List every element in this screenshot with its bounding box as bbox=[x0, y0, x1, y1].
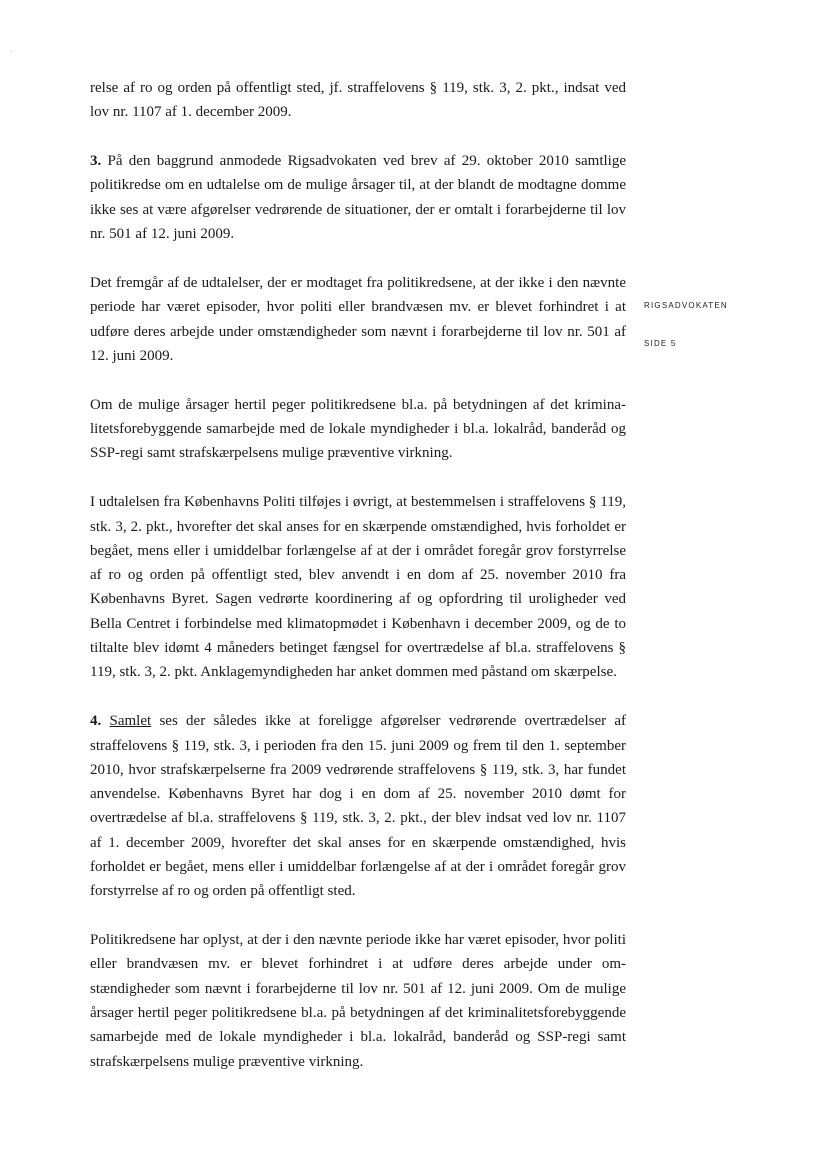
paragraph-copenhagen-police bbox=[90, 490, 626, 684]
paragraph-conclusion bbox=[90, 928, 626, 1074]
section-number: 3. bbox=[90, 153, 102, 170]
sidebar-page-number: SIDE 5 bbox=[644, 339, 677, 348]
paragraph-text: relse af ro og orden på offentligt sted, jf. straffelovens § 119, stk. 3, 2. pkt., indsat ved lov nr. 1107 af 1. december 2009. bbox=[90, 80, 626, 121]
paragraph-section-4 bbox=[90, 709, 626, 903]
paragraph-text: Politikredsene har oplyst, at der i den nævnte periode ikke har været episoder, hvor politi eller brandvæsen mv. er blevet forhindret i at udføre deres arbejde under omstændigheder som nævnt i forarbejderne til lov nr. 501 af 12. juni 2009. Om de mulige årsager hertil peger politikredsene bl.a. på betydningen af det kriminalitetsforebyggende samarbejde med de lokale myndigheder i bl.a. lokalråd, banderåd og SSP-regi samt strafskærpelsens mulige præventive virkning. bbox=[90, 932, 626, 1070]
paragraph-continuation bbox=[90, 76, 626, 125]
paragraph-causes bbox=[90, 393, 626, 466]
paragraph-text: I udtalelsen fra Københavns Politi tilføjes i øvrigt, at bestemmelsen i straffelovens § 119, stk. 3, 2. pkt., hvorefter det skal anses for en skærpende omstændighed, hvis forholdet er begået, mens eller i umiddelbar forlængelse af at der i området foregår grov forstyrrelse af ro og orden på offentligt sted, blev anvendt i en dom af 25. november 2010 fra Københavns Byret. Sagen vedrørte koordinering af og opfordring til uroligheder ved Bella Centret i forbindelse med klimatopmødet i København i december 2009, og de to tiltalte blev idømt 4 måneders betinget fængsel for overtrædelse af bl.a. straffelovens § 119, stk. 3, 2. pkt. Anklagemyndigheden har anket dommen med påstand om skærpelse. bbox=[90, 494, 626, 681]
body-text bbox=[90, 76, 626, 1074]
scan-speck: , bbox=[10, 44, 13, 53]
paragraph-text: På den baggrund anmodede Rigsadvokaten ved brev af 29. oktober 2010 samtlige politikredse om en udtalelse om de mulige årsager til, at der blandt de modtagne domme ikke ses at være afgørelser vedrørende de situationer, der er omtalt i forarbejderne til lov nr. 501 af 12. juni 2009. bbox=[90, 153, 626, 243]
paragraph-section-3 bbox=[90, 149, 626, 246]
section-number: 4. bbox=[90, 713, 102, 730]
paragraph-text: ses der således ikke at foreligge afgørelser vedrørende overtrædelser af straffelovens § 119, stk. 3, i perioden fra den 15. juni 2009 og frem til den 1. september 2010, hvor strafskærpelserne fra 2009 vedrørende straffelovens § 119, stk. 3, har fundet anvendelse. Københavns Byret har dog i en dom af 25. november 2010 dømt for overtrædelse af bl.a. straffelovens § 119, stk. 3, 2. pkt., der blev indsat ved lov nr. 1107 af 1. december 2009, hvorefter det skal anses for en skærpende omstændighed, hvis forholdet er begået, mens eller i umiddelbar forlængelse af at der i området foregår grov forstyrrelse af ro og orden på offentligt sted. bbox=[90, 713, 627, 900]
paragraph-text: Det fremgår af de udtalelser, der er modtaget fra politikredsene, at der ikke i den nævnte periode har været episoder, hvor politi eller brandvæsen mv. er blevet forhindret i at udføre deres arbejde under omstændigheder som nævnt i forarbejderne til lov nr. 501 af 12. juni 2009. bbox=[90, 274, 626, 364]
paragraph-text: Om de mulige årsager hertil peger politikredsene bl.a. på betydningen af det kriminalitetsforebyggende samarbejde med de lokale myndigheder i bl.a. lokalråd, banderåd og SSP-regi samt strafskærpelsens mulige præventive virkning. bbox=[90, 396, 626, 462]
paragraph-statements bbox=[90, 271, 626, 368]
sidebar-organization: RIGSADVOKATEN bbox=[644, 301, 728, 310]
underlined-word: Samlet bbox=[109, 713, 152, 730]
